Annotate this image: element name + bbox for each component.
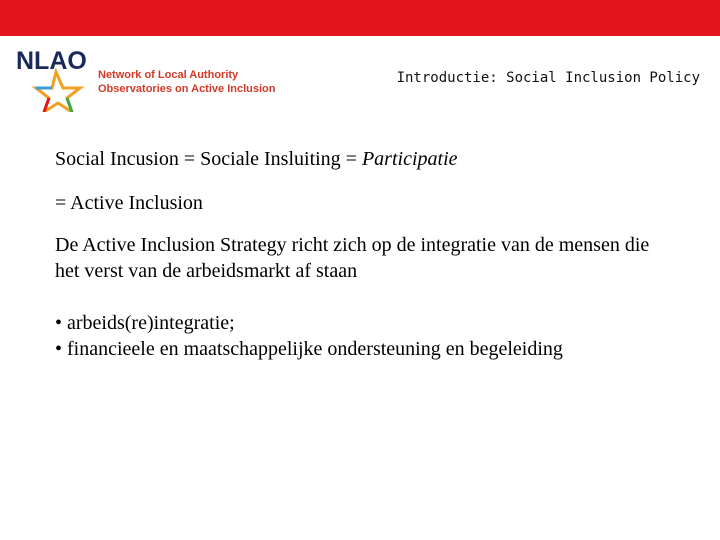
logo-line-2: Observatories on Active Inclusion — [98, 83, 276, 95]
nlao-logo-mark — [16, 44, 102, 112]
bullet-item: • arbeids(re)integratie; — [55, 312, 235, 334]
bullet-item: • financieele en maatschappelijke ondersteuning en begeleiding — [55, 338, 563, 360]
slide-content — [55, 146, 675, 362]
slide-title: Introductie: Social Inclusion Policy — [396, 70, 700, 86]
bullet-list — [55, 310, 675, 362]
definition-italic: Participatie — [361, 148, 458, 170]
top-red-bar — [0, 0, 720, 36]
active-inclusion-line: = Active Inclusion — [55, 192, 203, 214]
logo-text — [98, 68, 275, 96]
strategy-paragraph: De Active Inclusion Strategy richt zich op de integratie van de mensen die het verst van de arbeidsmarkt af staan — [55, 234, 650, 282]
logo-line-1: Network of Local Authority — [98, 69, 239, 81]
nlao-logo — [16, 44, 286, 114]
definition-text: Social Incusion = Sociale Insluiting = — [55, 148, 362, 170]
definition-line — [55, 146, 675, 172]
star-icon — [36, 72, 80, 112]
logo-acronym: NLAO — [16, 47, 87, 75]
